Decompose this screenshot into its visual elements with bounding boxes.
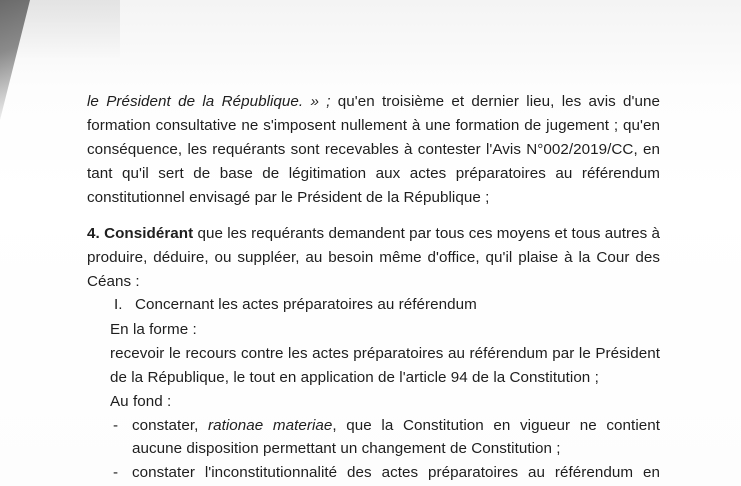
para3-line3: conséquence, les requérants sont recevables à contester l'Avis N°002/2019/CC, en — [87, 141, 660, 158]
para3-line2: formation consultative ne s'imposent nullement à une formation de jugement ; qu'en — [87, 117, 660, 134]
bullet2-line1: constater l'inconstitutionnalité des actes préparatoires au référendum en — [132, 464, 660, 481]
forme-line2: de la République, le tout en application de l'article 94 de la Constitution ; — [110, 369, 599, 386]
bullet-dash-1: - — [113, 417, 119, 434]
para3-line4: tant qu'il sert de base de légitimation aux actes préparatoires au référendum — [87, 165, 660, 182]
para4-line3: Céans : — [87, 273, 140, 290]
bullet-dash-2: - — [113, 464, 119, 481]
para3-line5: constitutionnel envisagé par le Président de la République ; — [87, 189, 490, 206]
section-I-number: I. — [114, 296, 123, 313]
bullet1-line2: aucune disposition permettant un changement de Constitution ; — [132, 440, 561, 457]
forme-line1: recevoir le recours contre les actes préparatoires au référendum par le Président — [110, 345, 660, 362]
para4-line2: produire, déduire, ou suppléer, au besoin même d'office, qu'il plaise à la Cour des — [87, 249, 660, 266]
folded-corner — [0, 0, 30, 120]
au-fond-heading: Au fond : — [110, 393, 172, 410]
section-I-title: Concernant les actes préparatoires au référendum — [135, 296, 477, 313]
bullet1-line1: constater, rationae materiae, que la Constitution en vigueur ne contient — [132, 417, 661, 434]
para4-line1: 4. Considérant que les requérants demandent par tous ces moyens et tous autres à — [87, 225, 661, 242]
en-la-forme-heading: En la forme : — [110, 321, 197, 338]
para3-line1: le Président de la République. » ; qu'en troisième et dernier lieu, les avis d'une — [87, 93, 660, 110]
